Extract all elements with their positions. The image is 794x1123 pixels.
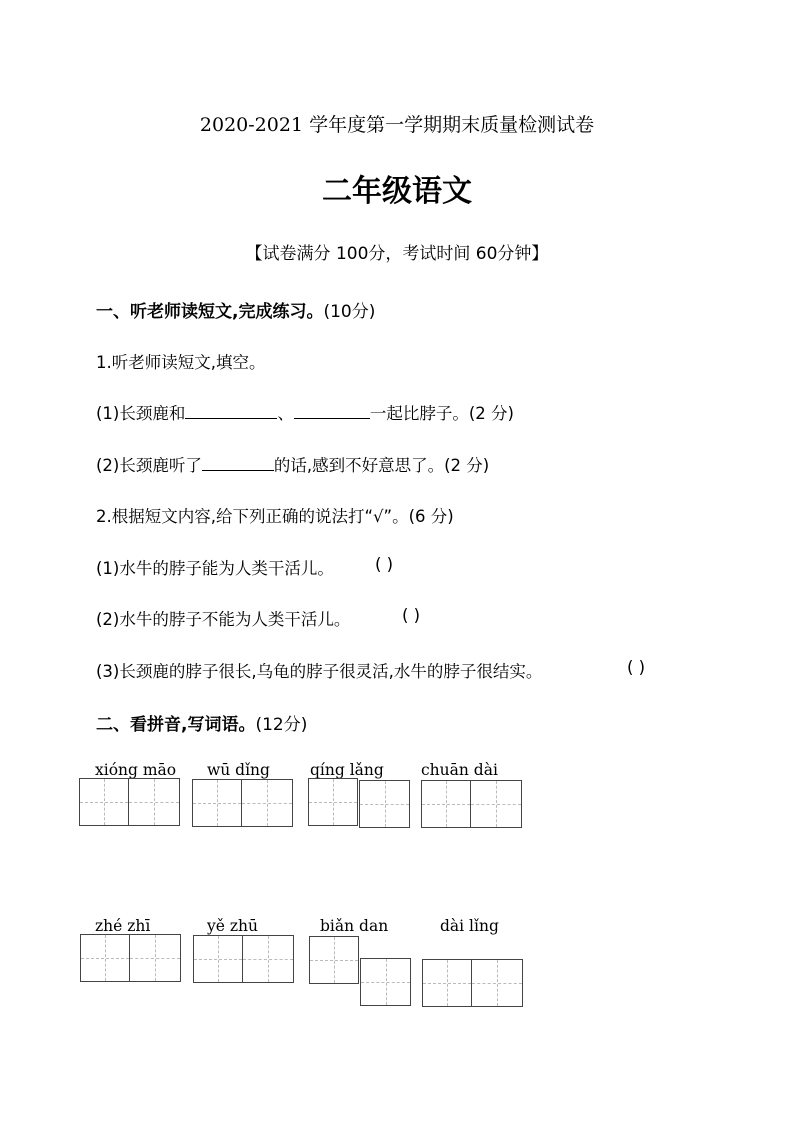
- writing-box[interactable]: [308, 778, 358, 826]
- section2-heading: [96, 710, 307, 735]
- q1-item2-prefix: (2)长颈鹿听了: [96, 456, 202, 475]
- blank-field-2[interactable]: [294, 402, 370, 419]
- q2-item1-answer-paren[interactable]: ( ): [375, 555, 394, 574]
- pinyin-label: zhé zhī: [95, 917, 151, 935]
- writing-box[interactable]: [193, 935, 243, 983]
- q2-item3-answer-paren[interactable]: ( ): [627, 658, 646, 677]
- pinyin-label: qíng lǎng: [310, 761, 384, 779]
- writing-grid-pair: [193, 935, 294, 983]
- blank-field-1[interactable]: [185, 402, 277, 419]
- writing-grid-pair: [192, 779, 293, 827]
- q2-item2: (2)水牛的脖子不能为人类干活儿。: [96, 610, 351, 629]
- q2-item2-answer-paren[interactable]: ( ): [402, 606, 421, 625]
- q1-item1-prefix: (1)长颈鹿和: [96, 404, 186, 423]
- writing-grid-pair: [422, 959, 523, 1007]
- writing-box[interactable]: [130, 934, 181, 982]
- q1-item2: [96, 452, 489, 476]
- writing-grid-pair: [421, 780, 522, 828]
- section2-heading-text: 二、看拼音,写词语。: [96, 715, 256, 735]
- writing-box[interactable]: [422, 959, 472, 1007]
- pinyin-label: dài lǐng: [440, 917, 499, 935]
- q1-item1-suffix: 一起比脖子。(2 分): [369, 404, 514, 423]
- section2-score: (12分): [255, 715, 308, 735]
- section1-score: (10分): [323, 302, 376, 322]
- pinyin-label: chuān dài: [421, 761, 498, 779]
- writing-box[interactable]: [192, 779, 242, 827]
- writing-box[interactable]: [79, 778, 129, 826]
- writing-grid-pair: [79, 778, 180, 826]
- blank-field-3[interactable]: [202, 454, 274, 471]
- exam-info: 【试卷满分 100分，考试时间 60分钟】: [245, 244, 549, 264]
- writing-grid-pair: [80, 934, 181, 982]
- q2-label: 2.根据短文内容,给下列正确的说法打“√”。(6 分): [96, 507, 454, 526]
- pinyin-label: biǎn dan: [320, 917, 389, 935]
- writing-box[interactable]: [471, 780, 522, 828]
- q2-item3: (3)长颈鹿的脖子很长,乌龟的脖子很灵活,水牛的脖子很结实。: [96, 662, 543, 681]
- writing-box[interactable]: [359, 780, 410, 828]
- q1-label: 1.听老师读短文,填空。: [96, 353, 266, 372]
- exam-title: 2020-2021 学年度第一学期期末质量检测试卷: [199, 114, 595, 136]
- q1-item1: [96, 400, 514, 424]
- q1-item1-separator: 、: [277, 404, 294, 423]
- subject-title: 二年级语文: [322, 174, 472, 209]
- section1-heading-text: 一、听老师读短文,完成练习。: [96, 302, 324, 322]
- q2-item1: (1)水牛的脖子能为人类干活儿。: [96, 559, 334, 578]
- q1-item2-suffix: 的话,感到不好意思了。(2 分): [273, 456, 490, 475]
- writing-box[interactable]: [472, 959, 523, 1007]
- writing-box[interactable]: [80, 934, 130, 982]
- writing-box[interactable]: [421, 780, 471, 828]
- pinyin-label: yě zhū: [207, 917, 258, 935]
- pinyin-label: wū dǐng: [207, 761, 270, 779]
- writing-box[interactable]: [129, 778, 180, 826]
- writing-box[interactable]: [360, 958, 411, 1006]
- writing-box[interactable]: [242, 779, 293, 827]
- pinyin-label: xióng māo: [95, 761, 177, 779]
- writing-box[interactable]: [243, 935, 294, 983]
- writing-box[interactable]: [309, 936, 359, 984]
- section1-heading: [96, 297, 375, 322]
